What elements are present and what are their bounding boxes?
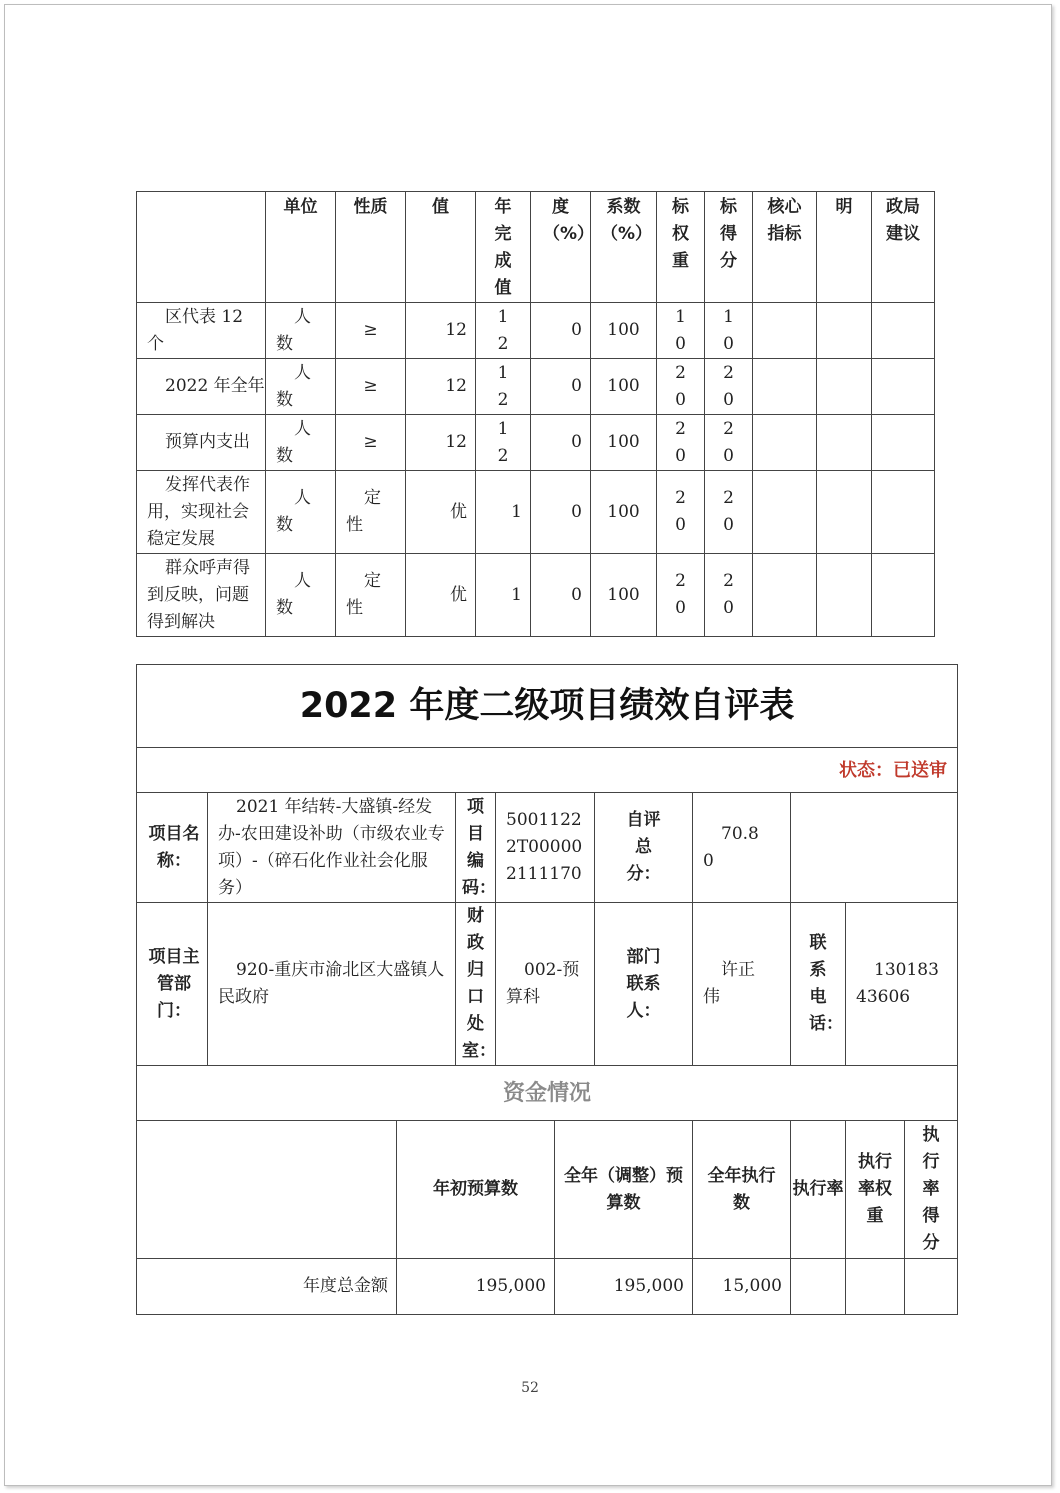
table-row bbox=[137, 359, 935, 415]
empty-cell bbox=[753, 359, 817, 415]
funds-row-label: 年度总金额 bbox=[137, 1259, 397, 1315]
indicator-weight: 20 bbox=[657, 471, 705, 554]
funds-executed: 15,000 bbox=[693, 1259, 791, 1315]
empty-cell bbox=[791, 793, 958, 903]
empty-cell bbox=[753, 415, 817, 471]
contact-label: 部门联系人： bbox=[595, 903, 693, 1066]
indicator-value: 12 bbox=[406, 359, 476, 415]
indicator-unit: 人数 bbox=[266, 554, 336, 637]
empty-cell bbox=[753, 554, 817, 637]
phone-number: 13018343606 bbox=[846, 903, 958, 1066]
self-score: 70.80 bbox=[693, 793, 791, 903]
header-cell: 明 bbox=[817, 192, 872, 303]
funds-rate-score bbox=[905, 1259, 958, 1315]
indicator-coef: 100 bbox=[591, 359, 657, 415]
header-cell: 系数（%） bbox=[591, 192, 657, 303]
funds-header-cell: 执行率权重 bbox=[846, 1121, 905, 1259]
indicator-score: 20 bbox=[705, 471, 753, 554]
indicator-actual: 1 bbox=[476, 471, 531, 554]
indicator-weight: 20 bbox=[657, 554, 705, 637]
empty-cell bbox=[817, 303, 872, 359]
indicator-header-row bbox=[137, 192, 935, 303]
header-cell: 年完成值 bbox=[476, 192, 531, 303]
finance-office: 002-预算科 bbox=[496, 903, 595, 1066]
indicator-nature: 定性 bbox=[336, 554, 406, 637]
empty-cell bbox=[872, 303, 935, 359]
funds-execution-rate bbox=[791, 1259, 846, 1315]
empty-cell bbox=[872, 415, 935, 471]
indicator-name: 预算内支出 bbox=[137, 415, 266, 471]
indicator-score: 10 bbox=[705, 303, 753, 359]
indicator-nature: ≥ bbox=[336, 415, 406, 471]
indicator-actual: 12 bbox=[476, 415, 531, 471]
table-row bbox=[137, 415, 935, 471]
indicator-value: 优 bbox=[406, 554, 476, 637]
indicator-weight: 20 bbox=[657, 359, 705, 415]
table-row bbox=[137, 554, 935, 637]
indicator-weight: 20 bbox=[657, 415, 705, 471]
indicator-degree: 0 bbox=[531, 554, 591, 637]
table-row bbox=[137, 303, 935, 359]
indicator-value: 12 bbox=[406, 415, 476, 471]
indicator-value: 12 bbox=[406, 303, 476, 359]
funds-header-cell: 全年执行数 bbox=[693, 1121, 791, 1259]
funds-section-row bbox=[137, 1066, 958, 1121]
contact-person: 许正伟 bbox=[693, 903, 791, 1066]
empty-cell bbox=[817, 471, 872, 554]
funds-row bbox=[137, 1259, 958, 1315]
status-row bbox=[137, 748, 958, 793]
project-code: 50011222T000002111170 bbox=[496, 793, 595, 903]
department: 920-重庆市渝北区大盛镇人民政府 bbox=[208, 903, 456, 1066]
finance-office-label: 财政归口处室： bbox=[456, 903, 496, 1066]
header-cell: 标得分 bbox=[705, 192, 753, 303]
header-cell: 值 bbox=[406, 192, 476, 303]
funds-initial-budget: 195,000 bbox=[397, 1259, 555, 1315]
funds-adjusted-budget: 195,000 bbox=[555, 1259, 693, 1315]
header-cell: 度（%） bbox=[531, 192, 591, 303]
indicator-nature: ≥ bbox=[336, 359, 406, 415]
empty-cell bbox=[817, 415, 872, 471]
empty-cell bbox=[872, 554, 935, 637]
funds-rate-weight bbox=[846, 1259, 905, 1315]
funds-header-cell: 年初预算数 bbox=[397, 1121, 555, 1259]
indicator-unit: 人数 bbox=[266, 415, 336, 471]
indicator-nature: ≥ bbox=[336, 303, 406, 359]
indicator-nature: 定性 bbox=[336, 471, 406, 554]
header-cell: 政局建议 bbox=[872, 192, 935, 303]
indicator-table bbox=[136, 191, 935, 637]
form-title-row bbox=[137, 665, 958, 748]
funds-header-cell bbox=[137, 1121, 397, 1259]
department-info-row bbox=[137, 903, 958, 1066]
indicator-weight: 10 bbox=[657, 303, 705, 359]
indicator-degree: 0 bbox=[531, 359, 591, 415]
funds-header-cell: 执行率得分 bbox=[905, 1121, 958, 1259]
header-cell: 性质 bbox=[336, 192, 406, 303]
indicator-value: 优 bbox=[406, 471, 476, 554]
indicator-degree: 0 bbox=[531, 471, 591, 554]
funds-header-cell: 全年（调整）预算数 bbox=[555, 1121, 693, 1259]
project-code-label: 项目编码： bbox=[456, 793, 496, 903]
department-label: 项目主管部门： bbox=[137, 903, 208, 1066]
indicator-actual: 1 bbox=[476, 554, 531, 637]
empty-cell bbox=[753, 471, 817, 554]
indicator-unit: 人数 bbox=[266, 471, 336, 554]
empty-cell bbox=[872, 359, 935, 415]
empty-cell bbox=[872, 471, 935, 554]
indicator-name: 发挥代表作用，实现社会稳定发展 bbox=[137, 471, 266, 554]
indicator-coef: 100 bbox=[591, 415, 657, 471]
indicator-coef: 100 bbox=[591, 471, 657, 554]
page-number: 52 bbox=[521, 1380, 539, 1396]
project-name-label: 项目名称： bbox=[137, 793, 208, 903]
indicator-unit: 人数 bbox=[266, 359, 336, 415]
indicator-degree: 0 bbox=[531, 303, 591, 359]
empty-cell bbox=[817, 554, 872, 637]
self-evaluation-form bbox=[136, 664, 958, 1315]
indicator-name: 2022 年全年 bbox=[137, 359, 266, 415]
project-name: 2021 年结转-大盛镇-经发办-农田建设补助（市级农业专项）-（碎石化作业社会化服务） bbox=[208, 793, 456, 903]
empty-cell bbox=[753, 303, 817, 359]
phone-label: 联系电话： bbox=[791, 903, 846, 1066]
funds-header-cell: 执行率 bbox=[791, 1121, 846, 1259]
indicator-score: 20 bbox=[705, 415, 753, 471]
indicator-name: 群众呼声得到反映，问题得到解决 bbox=[137, 554, 266, 637]
form-title: 2022 年度二级项目绩效自评表 bbox=[137, 665, 958, 748]
status-badge: 状态：已送审 bbox=[137, 748, 958, 793]
indicator-name: 区代表 12 个 bbox=[137, 303, 266, 359]
header-cell bbox=[137, 192, 266, 303]
project-info-row bbox=[137, 793, 958, 903]
self-score-label: 自评总分： bbox=[595, 793, 693, 903]
header-cell: 核心指标 bbox=[753, 192, 817, 303]
header-cell: 单位 bbox=[266, 192, 336, 303]
indicator-coef: 100 bbox=[591, 554, 657, 637]
indicator-degree: 0 bbox=[531, 415, 591, 471]
indicator-actual: 12 bbox=[476, 303, 531, 359]
table-row bbox=[137, 471, 935, 554]
empty-cell bbox=[817, 359, 872, 415]
indicator-score: 20 bbox=[705, 554, 753, 637]
indicator-actual: 12 bbox=[476, 359, 531, 415]
funds-section-title: 资金情况 bbox=[137, 1066, 958, 1121]
funds-header-row bbox=[137, 1121, 958, 1259]
indicator-coef: 100 bbox=[591, 303, 657, 359]
header-cell: 标权重 bbox=[657, 192, 705, 303]
indicator-unit: 人数 bbox=[266, 303, 336, 359]
indicator-score: 20 bbox=[705, 359, 753, 415]
